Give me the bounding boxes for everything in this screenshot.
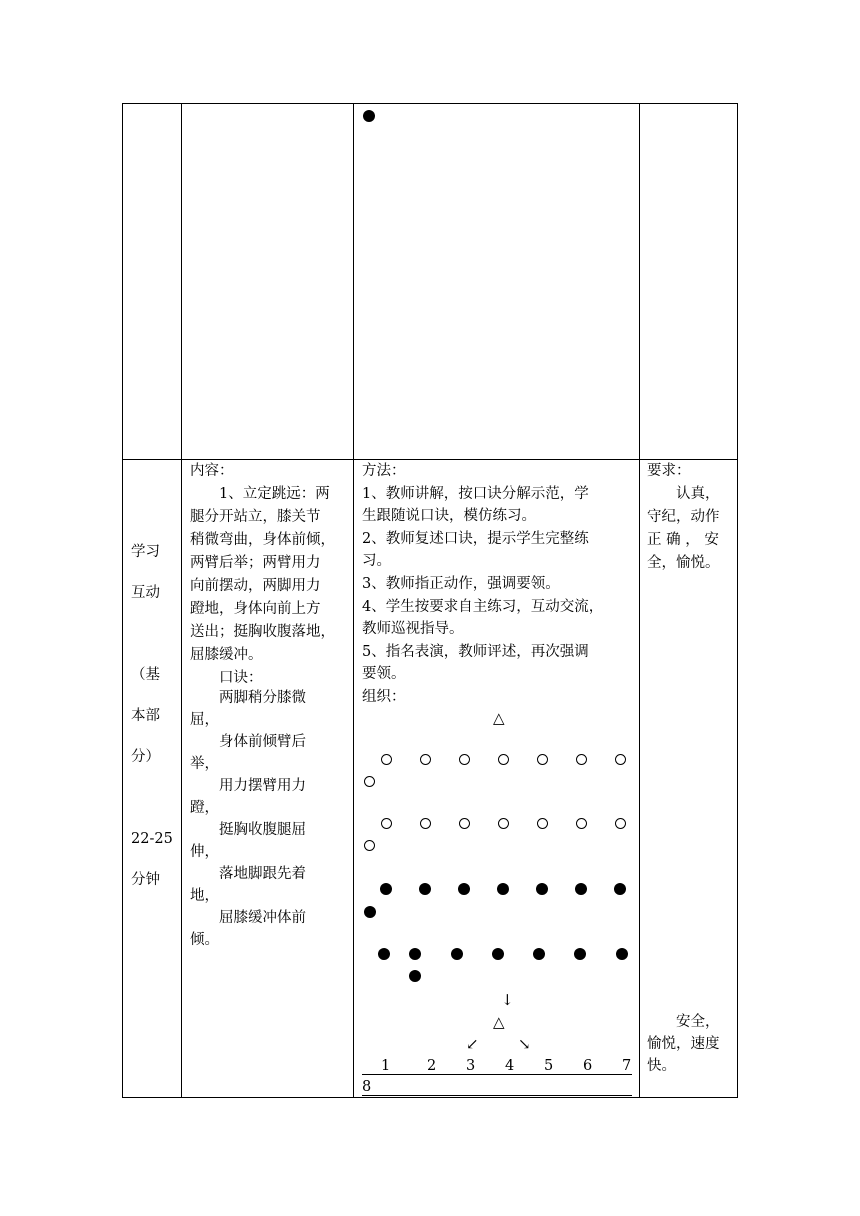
content-line: 落地脚跟先着 <box>190 866 306 882</box>
student-dot-icon <box>378 948 390 960</box>
student-circle-icon <box>537 818 548 829</box>
method-line: 要领。 <box>362 666 406 683</box>
student-dot-icon <box>536 883 548 895</box>
section-label-line: 互动 <box>131 585 160 601</box>
method-line: 教师巡视指导。 <box>362 621 464 638</box>
method-line: 2、教师复述口诀，提示学生完整练 <box>362 530 589 547</box>
content-line: 举， <box>190 756 219 772</box>
student-dot <box>363 110 375 122</box>
lane-number: 1 <box>381 1058 391 1074</box>
content-line: 伸， <box>190 844 219 860</box>
requirement-bottom-line: 快。 <box>647 1058 676 1074</box>
student-circle-icon <box>576 818 587 829</box>
content-line: 两臂后举；两臂用力 <box>190 555 321 571</box>
teacher-triangle-icon: △ <box>493 1013 505 1031</box>
content-line: 两脚稍分膝微 <box>190 690 306 706</box>
lane-number: 5 <box>544 1058 554 1074</box>
student-circle-icon <box>420 754 431 765</box>
section-label-line: 分钟 <box>131 872 160 888</box>
content-line: 稍微弯曲，身体前倾， <box>190 532 335 548</box>
requirement-line: 全，愉悦。 <box>647 555 720 571</box>
student-dot-icon <box>492 948 504 960</box>
section-label-line: （基 <box>131 667 160 683</box>
content-line: 1、立定跳远：两 <box>190 486 330 502</box>
student-circle-icon <box>576 754 587 765</box>
content-line: 屈膝缓冲体前 <box>190 910 306 926</box>
student-dot-icon <box>419 883 431 895</box>
content-line: 挺胸收腹腿屈 <box>190 822 306 838</box>
student-dot-icon <box>497 883 509 895</box>
content-line: 屈膝缓冲。 <box>190 647 263 663</box>
student-dot-icon <box>380 883 392 895</box>
content-line: 口诀： <box>190 670 263 686</box>
lane-number: 4 <box>505 1058 515 1074</box>
content-line: 屈， <box>190 712 219 728</box>
student-circle-icon <box>498 818 509 829</box>
student-circle-icon <box>364 840 375 851</box>
student-dot-icon <box>451 948 463 960</box>
content-line: 蹬， <box>190 800 219 816</box>
student-dot-icon <box>574 948 586 960</box>
student-circle-icon <box>459 818 470 829</box>
section-label-line: 学习 <box>131 544 160 560</box>
student-dot-icon <box>458 883 470 895</box>
content-line: 蹬地，身体向前上方 <box>190 601 321 617</box>
content-line: 地， <box>190 888 219 904</box>
content-line: 腿分开站立，膝关节 <box>190 509 321 525</box>
student-dot-icon <box>533 948 545 960</box>
requirement-bottom-line: 安全， <box>647 1014 720 1030</box>
requirement-line: 认真， <box>647 486 720 502</box>
method-line: 生跟随说口诀，模仿练习。 <box>362 508 536 525</box>
section-label-line: 22-25 <box>131 831 173 847</box>
method-line: 1、教师讲解，按口诀分解示范，学 <box>362 485 589 502</box>
student-dot-icon <box>364 906 376 918</box>
arrow-down-left-icon: ↙ <box>466 1035 479 1053</box>
content-line: 倾。 <box>190 932 219 948</box>
method-line: 习。 <box>362 553 391 570</box>
student-circle-icon <box>420 818 431 829</box>
requirement-line: 正 确 ， 安 <box>647 532 719 548</box>
student-dot-icon <box>409 970 421 982</box>
student-circle-icon <box>364 776 375 787</box>
student-dot-icon <box>616 948 628 960</box>
student-circle-icon <box>498 754 509 765</box>
teacher-triangle-icon: △ <box>493 709 505 727</box>
method-line: 方法： <box>362 463 406 479</box>
lane-line <box>362 1074 632 1075</box>
student-circle-icon <box>615 754 626 765</box>
column-divider-2 <box>353 104 354 1097</box>
student-circle-icon <box>537 754 548 765</box>
student-circle-icon <box>459 754 470 765</box>
section-label-line: 分） <box>131 749 160 765</box>
requirement-line: 守纪，动作 <box>647 509 720 525</box>
section-label-line: 本部 <box>131 708 160 724</box>
student-circle-icon <box>615 818 626 829</box>
method-line: 组织： <box>362 689 406 705</box>
method-line: 3、教师指正动作，强调要领。 <box>362 576 560 592</box>
lane-number: 6 <box>583 1058 593 1074</box>
content-line: 向前摆动，两脚用力 <box>190 578 321 594</box>
requirement-line: 要求： <box>647 463 691 479</box>
student-dot-icon <box>409 948 421 960</box>
student-circle-icon <box>381 818 392 829</box>
student-circle-icon <box>381 754 392 765</box>
student-dot-icon <box>614 883 626 895</box>
arrow-down-icon: ↓ <box>501 991 514 1009</box>
method-line: 5、指名表演，教师评述，再次强调 <box>362 643 589 660</box>
lane-number: 3 <box>466 1058 476 1074</box>
requirement-bottom-line: 愉悦，速度 <box>647 1036 720 1052</box>
content-line: 用力摆臂用力 <box>190 778 306 794</box>
content-line: 送出；挺胸收腹落地， <box>190 624 335 640</box>
lane-line <box>362 1095 632 1096</box>
column-divider-3 <box>639 104 640 1097</box>
lane-number: 8 <box>362 1079 372 1095</box>
content-line: 内容： <box>190 463 234 479</box>
lane-number: 7 <box>622 1058 632 1074</box>
column-divider-1 <box>181 104 182 1097</box>
student-dot-icon <box>575 883 587 895</box>
lane-number: 2 <box>427 1058 437 1074</box>
method-line: 4、学生按要求自主练习，互动交流， <box>362 598 604 615</box>
content-line: 身体前倾臂后 <box>190 734 306 750</box>
arrow-down-right-icon: ↘ <box>518 1035 531 1053</box>
